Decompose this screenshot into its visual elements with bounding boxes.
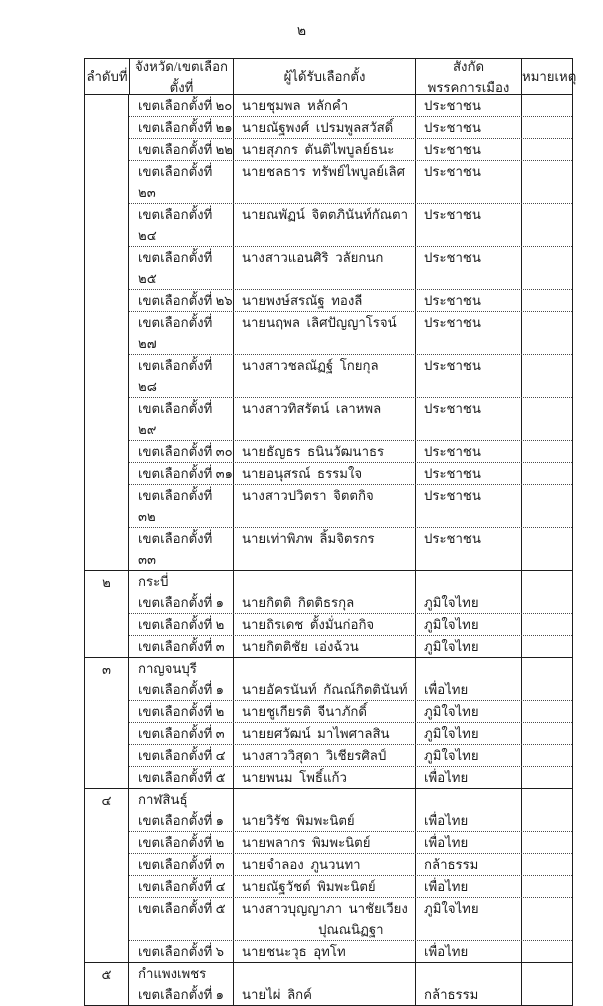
district-cell: เขตเลือกตั้งที่ ๒ [138,704,225,719]
district-cell: เขตเลือกตั้งที่ ๒๑ [138,120,233,135]
district-cell: เขตเลือกตั้งที่ ๔ [138,879,226,894]
district-cell: เขตเลือกตั้งที่ ๒๒ [138,142,233,157]
party-cell: ภูมิใจไทย [415,723,521,744]
remark-cell [521,832,572,853]
name-cell [233,592,415,613]
remark-cell [521,810,572,831]
name-cell [233,636,415,657]
party-cell: เพื่อไทย [415,767,521,788]
district-row [129,613,572,635]
party-cell: ประชาชน [415,247,521,289]
elected-person-name: นางสาวแอนศิริ วลัยกนก [242,250,384,265]
elected-person-name: นายชนะวุธ อุทโท [242,944,346,959]
remark-cell [521,941,572,962]
name-cell [233,810,415,831]
province-name: กำแพงเพชร [138,966,207,981]
party-cell: ภูมิใจไทย [415,898,521,940]
table-body [85,95,572,1005]
name-cell [233,463,415,484]
table-header-row [85,58,577,95]
district-cell: เขตเลือกตั้งที่ ๓๐ [138,444,233,459]
elected-person-name: นายพนม โพธิ์แก้ว [242,770,347,785]
district-row [129,160,572,203]
remark-cell [521,963,572,984]
name-cell [233,247,415,289]
elected-person-name: นายณัฐพงศ์ เปรมพูลสวัสดิ์ [242,120,394,135]
district-cell: เขตเลือกตั้งที่ ๒๕ [138,250,216,286]
party-cell: ภูมิใจไทย [415,636,521,657]
elected-person-name: นายชุมพล หลักคำ [242,98,349,113]
party-cell: ภูมิใจไทย [415,592,521,613]
party-cell: ประชาชน [415,485,521,527]
elected-person-name: นายธัญธร ธนินวัฒนาธร [242,444,385,459]
elected-person-name: นายอนุสรณ์ ธรรมใจ [242,466,363,481]
remark-cell [521,398,572,440]
header-elected-person: ผู้ได้รับเลือกตั้ง [233,59,415,94]
party-cell: ประชาชน [415,528,521,570]
remark-cell [521,485,572,527]
party-cell: กล้าธรรม [415,854,521,875]
order-number-cell: ๒ [85,571,129,657]
elected-person-name: นายเท่าพิภพ ลิ้มจิตรกร [242,531,375,546]
page-number: ๒ [296,24,307,39]
district-cell: เขตเลือกตั้งที่ ๕ [138,901,226,916]
elected-person-name: นายณัฐวัชต์ พิมพะนิตย์ [242,879,376,894]
section-rows [129,963,572,1005]
elected-person-name-line2: ปุณณนิฏฐา [318,922,384,937]
document-page [0,20,603,1002]
section-rows [129,658,572,788]
party-cell: เพื่อไทย [415,832,521,853]
party-cell: ประชาชน [415,398,521,440]
district-row [129,853,572,875]
name-cell [233,528,415,570]
elected-person-name: นายกิตติ กิตติธรกุล [242,595,355,610]
district-cell: เขตเลือกตั้งที่ ๓ [138,639,225,654]
province-row [129,571,572,592]
district-cell: เขตเลือกตั้งที่ ๒๓ [138,164,216,200]
district-row [129,246,572,289]
party-cell [415,963,521,984]
party-cell: ประชาชน [415,441,521,462]
party-cell: ภูมิใจไทย [415,614,521,635]
name-cell [233,95,415,116]
order-number-cell: ๓ [85,658,129,788]
district-cell: เขตเลือกตั้งที่ ๑ [138,813,224,828]
party-cell: ประชาชน [415,139,521,160]
district-row [129,831,572,853]
district-cell: เขตเลือกตั้งที่ ๒๔ [138,207,216,243]
remark-cell [521,767,572,788]
elected-person-name: นางสาววิสุดา วิเชียรศิลป์ [242,748,387,763]
district-cell: เขตเลือกตั้งที่ ๒๐ [138,98,233,113]
name-cell [233,876,415,897]
remark-cell [521,355,572,397]
name-cell [233,485,415,527]
remark-cell [521,247,572,289]
remark-cell [521,312,572,354]
remark-cell [521,161,572,203]
district-cell: เขตเลือกตั้งที่ ๑ [138,987,224,1002]
order-number-cell: ๔ [85,789,129,962]
remark-cell [521,636,572,657]
section-rows [129,95,572,570]
party-cell: ประชาชน [415,355,521,397]
remark-cell [521,528,572,570]
district-cell: เขตเลือกตั้งที่ ๑ [138,595,224,610]
name-cell [233,312,415,354]
district-row [129,354,572,397]
province-section [85,657,572,788]
party-cell: ประชาชน [415,95,521,116]
district-row [129,203,572,246]
district-row [129,897,572,940]
party-cell: เพื่อไทย [415,679,521,700]
elected-person-name: นายชลธาร ทรัพย์ไพบูลย์เลิศ [242,164,405,179]
header-remark: หมายเหตุ [521,59,576,94]
remark-cell [521,723,572,744]
name-cell [233,898,415,940]
name-cell [233,854,415,875]
party-cell: ประชาชน [415,204,521,246]
district-row [129,116,572,138]
province-row [129,789,572,810]
elected-person-name: นายพงษ์สรณัฐ ทองลี [242,293,363,308]
name-cell [233,767,415,788]
province-section [85,962,572,1005]
remark-cell [521,701,572,722]
district-cell: เขตเลือกตั้งที่ ๓ [138,726,225,741]
name-cell [233,984,415,1005]
district-row [129,397,572,440]
elected-person-name: นายถิรเดช ตั้งมั่นก่อกิจ [242,617,375,632]
name-cell [233,398,415,440]
district-row [129,484,572,527]
province-section [85,570,572,657]
elected-person-name: นายยศวัฒน์ มาไพศาลสิน [242,726,390,741]
district-row [129,940,572,962]
district-cell: เขตเลือกตั้งที่ ๒ [138,617,225,632]
party-cell: เพื่อไทย [415,810,521,831]
remark-cell [521,571,572,592]
elected-person-name: นางสาวชลณัฏฐ์ โกยกุล [242,358,379,373]
district-row [129,311,572,354]
district-row [129,722,572,744]
remark-cell [521,139,572,160]
remark-cell [521,290,572,311]
name-cell [233,614,415,635]
name-cell [233,204,415,246]
district-row [129,635,572,657]
name-cell [233,701,415,722]
province-section [85,788,572,962]
remark-cell [521,117,572,138]
district-cell: เขตเลือกตั้งที่ ๓๑ [138,466,233,481]
remark-cell [521,984,572,1005]
party-cell: ประชาชน [415,290,521,311]
remark-cell [521,854,572,875]
remark-cell [521,441,572,462]
party-cell [415,658,521,679]
party-cell: ภูมิใจไทย [415,701,521,722]
section-rows [129,789,572,962]
name-cell [233,139,415,160]
district-row [129,766,572,788]
district-row [129,700,572,722]
elected-person-name: นางสาวบุญญาภา นาชัยเวียง [242,901,408,916]
party-cell: เพื่อไทย [415,941,521,962]
name-cell [233,290,415,311]
district-row [129,810,572,831]
district-row [129,984,572,1005]
elected-person-name: นายพลากร พิมพะนิตย์ [242,835,371,850]
district-cell: เขตเลือกตั้งที่ ๒๗ [138,315,216,351]
order-number-cell: ๕ [85,963,129,1005]
district-cell: เขตเลือกตั้งที่ ๒๘ [138,358,216,394]
party-cell: ประชาชน [415,117,521,138]
remark-cell [521,745,572,766]
party-cell: ประชาชน [415,463,521,484]
elected-person-name: นายอัครนันท์ กัณณ์กิตตินันท์ [242,682,408,697]
district-cell: เขตเลือกตั้งที่ ๖ [138,944,224,959]
district-cell: เขตเลือกตั้งที่ ๒๙ [138,401,216,437]
header-order: ลำดับที่ [86,69,128,84]
district-cell: เขตเลือกตั้งที่ ๑ [138,682,224,697]
district-cell: เขตเลือกตั้งที่ ๓๓ [138,531,216,567]
name-cell [233,161,415,203]
remark-cell [521,876,572,897]
party-cell: ภูมิใจไทย [415,745,521,766]
province-name: กาญจนบุรี [138,661,197,676]
name-cell [233,789,415,810]
party-cell: ประชาชน [415,312,521,354]
name-cell [233,355,415,397]
name-cell [233,941,415,962]
name-cell [233,571,415,592]
party-cell: กล้าธรรม [415,984,521,1005]
district-cell: เขตเลือกตั้งที่ ๓๒ [138,488,216,524]
remark-cell [521,658,572,679]
elected-person-name: นายกิตติชัย เอ่งฉ้วน [242,639,359,654]
province-name: กระบี่ [138,574,169,589]
name-cell [233,745,415,766]
remark-cell [521,614,572,635]
elected-person-name: นายวิรัช พิมพะนิตย์ [242,813,355,828]
elected-person-name: นายไผ่ ลิกค์ [242,987,312,1002]
header-party: สังกัดพรรคการเมือง [415,59,521,94]
province-name: กาฬสินธุ์ [138,792,188,807]
district-cell: เขตเลือกตั้งที่ ๒๖ [138,293,233,308]
district-cell: เขตเลือกตั้งที่ ๓ [138,857,225,872]
elected-person-name: นางสาวปวิตรา จิตตกิจ [242,488,374,503]
district-cell: เขตเลือกตั้งที่ ๕ [138,770,226,785]
name-cell [233,963,415,984]
name-cell [233,441,415,462]
remark-cell [521,95,572,116]
elected-person-name: นางสาวทิสรัตน์ เลาหพล [242,401,382,416]
district-row [129,462,572,484]
district-row [129,138,572,160]
district-row [129,679,572,700]
name-cell [233,679,415,700]
province-row [129,963,572,984]
order-number-cell [85,95,129,570]
elected-person-name: นายนฤพล เลิศปัญญาโรจน์ [242,315,397,330]
district-cell: เขตเลือกตั้งที่ ๔ [138,748,226,763]
elected-person-name: นายชูเกียรติ จีนาภักดิ์ [242,704,367,719]
district-row [129,289,572,311]
name-cell [233,723,415,744]
district-row [129,527,572,570]
elected-person-name: นายสุภกร ตันติไพบูลย์ธนะ [242,142,395,157]
election-results-table [84,58,577,1006]
remark-cell [521,204,572,246]
section-rows [129,571,572,657]
remark-cell [521,463,572,484]
district-row [129,95,572,116]
header-province-district: จังหวัด/เขตเลือกตั้งที่ [129,59,233,94]
remark-cell [521,898,572,940]
district-row [129,440,572,462]
party-cell [415,571,521,592]
district-cell: เขตเลือกตั้งที่ ๒ [138,835,225,850]
elected-person-name: นายจำลอง ภูนวนทา [242,857,361,872]
elected-person-name: นายณพัฏน์ จิตตภินันท์กัณตา [242,207,408,222]
name-cell [233,832,415,853]
district-row [129,592,572,613]
district-row [129,875,572,897]
district-row [129,744,572,766]
name-cell [233,658,415,679]
party-cell [415,789,521,810]
party-cell: ประชาชน [415,161,521,203]
name-cell [233,117,415,138]
province-row [129,658,572,679]
province-section [85,95,572,570]
remark-cell [521,789,572,810]
remark-cell [521,592,572,613]
party-cell: เพื่อไทย [415,876,521,897]
remark-cell [521,679,572,700]
